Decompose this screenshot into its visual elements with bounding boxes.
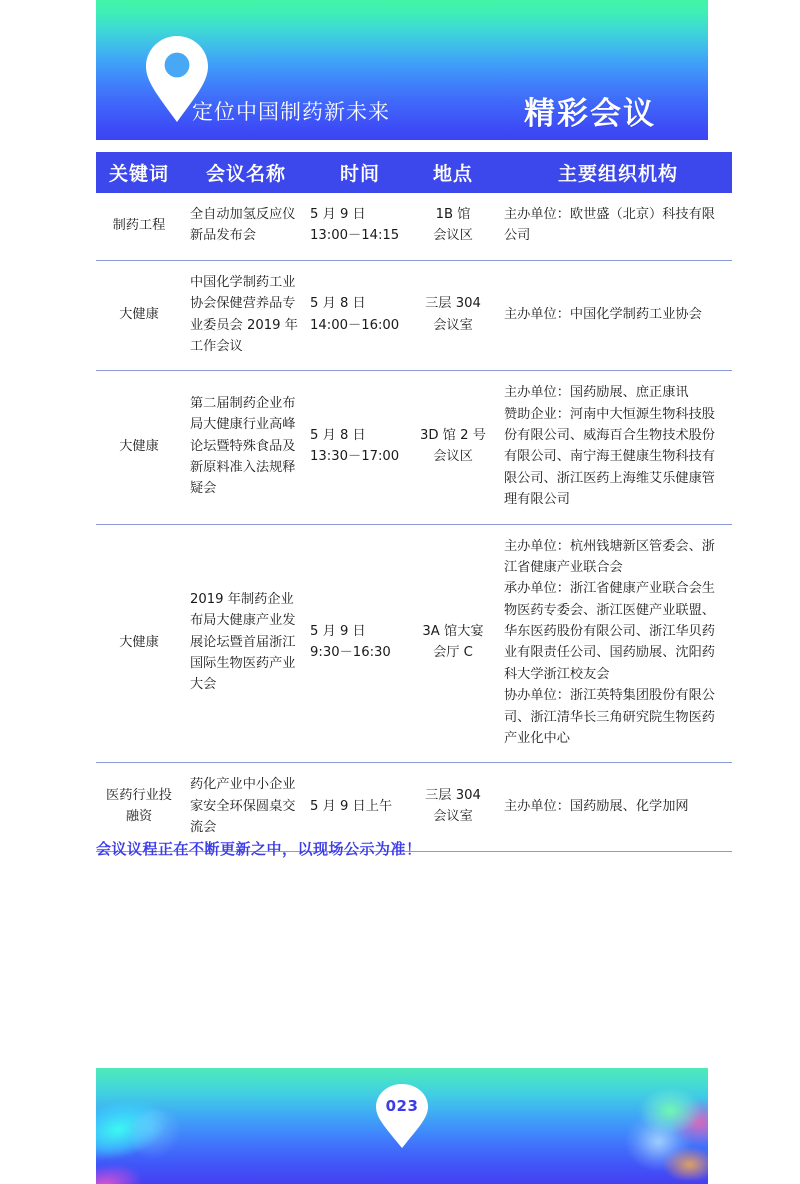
- cell-organizer: [496, 193, 732, 260]
- cell-keyword: 制药工程: [96, 193, 182, 260]
- cell-place: [410, 193, 496, 260]
- meeting-date: 5 月 9 日上午: [310, 798, 393, 814]
- place-line-1: 1B 馆: [435, 207, 471, 222]
- meeting-date: 5 月 9 日: [310, 624, 366, 639]
- table-head: [96, 152, 732, 193]
- cell-place: [410, 763, 496, 852]
- cell-name: [182, 524, 302, 763]
- organizer-line: 主办单位：杭州钱塘新区管委会、浙江省健康产业联合会: [504, 538, 715, 575]
- cell-keyword: 大健康: [96, 371, 182, 524]
- page-title: 精彩会议: [524, 96, 656, 132]
- decorative-circle-left: [130, 1110, 182, 1158]
- cell-keyword: 大健康: [96, 260, 182, 371]
- table-header-row: [96, 152, 732, 193]
- place-line-2: 会议室: [433, 317, 473, 333]
- page-number: 023: [385, 1097, 419, 1115]
- table-row: [96, 193, 732, 260]
- page-number-pin-icon: [376, 1084, 428, 1148]
- table-row: [96, 260, 732, 371]
- organizer-line: 承办单位：浙江省健康产业联合会生物医药专委会、浙江医健产业联盟、华东医药股份有限公司、浙江华贝药业有限责任公司、国药励展、沈阳药科大学浙江校友会: [504, 581, 715, 682]
- column-header-organizer: 主要组织机构: [496, 152, 732, 193]
- place-line-1: 3A 馆大宴: [422, 624, 484, 639]
- table-row: [96, 524, 732, 763]
- cell-keyword: 医药行业投融资: [96, 763, 182, 852]
- table-body: [96, 193, 732, 852]
- agenda-update-note: 会议议程正在不断更新之中，以现场公示为准！: [96, 840, 422, 858]
- place-line-1: 三层 304: [425, 296, 481, 312]
- cell-place: [410, 371, 496, 524]
- cell-name: [182, 260, 302, 371]
- agenda-table: [96, 152, 732, 852]
- organizer-line: 主办单位：欧世盛（北京）科技有限公司: [504, 207, 715, 244]
- place-line-1: 三层 304: [425, 787, 481, 803]
- meeting-name: 中国化学制药工业协会保健营养品专业委员会 2019 年工作会议: [190, 274, 298, 354]
- footer-banner: [96, 1068, 708, 1184]
- meeting-name: 第二届制药企业布局大健康行业高峰论坛暨特殊食品及新原料准入法规释疑会: [190, 395, 296, 497]
- decorative-blob-right: [596, 1084, 708, 1180]
- cell-keyword: 大健康: [96, 524, 182, 763]
- cell-name: [182, 193, 302, 260]
- meeting-range: 14:00－16:00: [310, 317, 400, 333]
- column-header-name: 会议名称: [182, 152, 302, 193]
- place-line-2: 会议区: [433, 228, 473, 244]
- column-header-time: 时间: [302, 152, 410, 193]
- organizer-line: 主办单位：国药励展、化学加网: [504, 798, 689, 814]
- cell-organizer: [496, 763, 732, 852]
- cell-name: [182, 371, 302, 524]
- place-line-2: 会议区: [433, 449, 473, 465]
- meeting-date: 5 月 8 日: [310, 296, 366, 312]
- meeting-range: 9:30－16:30: [310, 645, 391, 661]
- table-row: [96, 371, 732, 524]
- organizer-line: 协办单位：浙江英特集团股份有限公司、浙江清华长三角研究院生物医药产业化中心: [504, 688, 715, 746]
- column-header-keyword: 关键词: [96, 152, 182, 193]
- agenda-table-wrapper: [96, 152, 715, 852]
- cell-time: [302, 524, 410, 763]
- meeting-range: 13:30－17:00: [310, 449, 400, 465]
- meeting-name: 药化产业中小企业家安全环保圆桌交流会: [190, 777, 296, 835]
- place-line-1: 3D 馆 2 号: [420, 428, 486, 443]
- header-banner: [96, 0, 708, 140]
- meeting-date: 5 月 9 日: [310, 207, 366, 222]
- organizer-line: 赞助企业：河南中大恒源生物科技股份有限公司、威海百合生物技术股份有限公司、南宁海王健康生物科技有限公司、浙江医药上海维艾乐健康管理有限公司: [504, 406, 715, 508]
- cell-time: [302, 193, 410, 260]
- organizer-line: 主办单位：国药励展、庶正康讯: [504, 385, 689, 401]
- organizer-line: 主办单位：中国化学制药工业协会: [504, 306, 702, 322]
- column-header-place: 地点: [410, 152, 496, 193]
- meeting-name: 2019 年制药企业布局大健康产业发展论坛暨首届浙江国际生物医药产业大会: [190, 591, 296, 693]
- cell-time: [302, 260, 410, 371]
- cell-place: [410, 524, 496, 763]
- cell-place: [410, 260, 496, 371]
- meeting-name: 全自动加氢反应仪新品发布会: [190, 207, 296, 244]
- meeting-range: 13:00－14:15: [310, 228, 400, 244]
- place-line-2: 会议室: [433, 809, 473, 825]
- cell-organizer: [496, 524, 732, 763]
- cell-time: [302, 371, 410, 524]
- place-line-2: 会厅 C: [433, 645, 473, 661]
- meeting-date: 5 月 8 日: [310, 428, 366, 443]
- header-slogan: 定位中国制药新未来: [192, 100, 390, 124]
- cell-organizer: [496, 371, 732, 524]
- cell-organizer: [496, 260, 732, 371]
